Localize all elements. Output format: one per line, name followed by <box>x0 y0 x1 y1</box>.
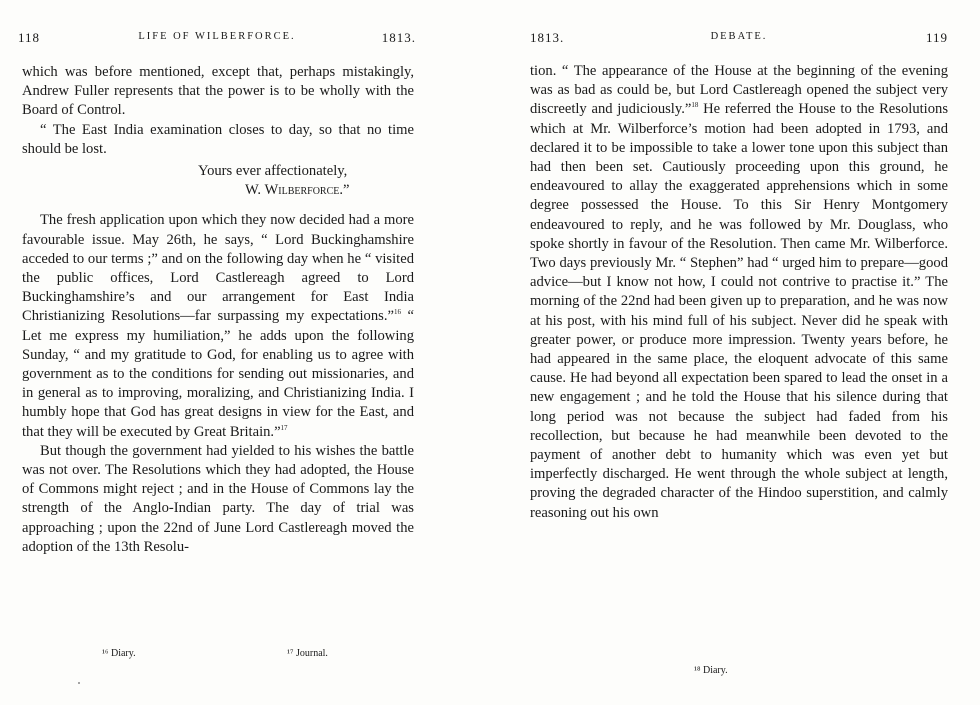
footnote: ¹⁸ Diary. <box>694 665 728 676</box>
paragraph-text: The fresh application upon which they now decided had a more favourable issue. May 26th, he says, “ Lord Buckinghamshire acceded to our terms ;” and on the following day when he “ visited the public offices, Lord Castlereagh agreed to Lord Buckinghamshire’s and our arrangement for East India Christianizing Resolutions—far surpassing my expectations.” <box>22 212 414 325</box>
left-page-body <box>22 63 414 557</box>
header-year: 1813. <box>381 30 416 45</box>
left-page-header <box>18 30 416 50</box>
paragraph-text: “ Let me express my humiliation,” he adds upon the following Sunday, “ and my gratitude to God, for enabling us to agree with government as to the conditions for sending out missionaries, and in general as to improving, moralizing, and Christianizing India. I humbly hope that God has great designs in view for the East, and that they will be executed by Great Britain.” <box>22 308 414 440</box>
paragraph-text: tion. “ The appearance of the House at the beginning of the evening was as bad as could be, but Lord Castlereagh opened the subject very discreetly and judiciously.” <box>530 63 948 118</box>
paragraph-text: He referred the House to the Resolutions which at Mr. Wilberforce’s motion had been adopted in 1793, and declared it to be impossible to take a lower tone upon this subject than had then been set. Cautiously proceeding upon this ground, he endeavoured to allay the exaggerated apprehensions which in some degree possessed the House. To this Sir Henry Montgomery endeavoured to reply, and he was followed by Mr. Douglass, who spoke shortly in favour of the Resolution. Then came Mr. Wilberforce. Two days previously Mr. “ Stephen” had “ urged him to prepare—good advice—but I know not how, I could not contrive to practise it.” The morning of the 22nd had been given up to preparation, and he was now at his post, with his mind full of his subject. Never did he speak with greater power, or produce more impression. Twenty years before, he had appeared in the same place, the eloquent advocate of this same cause. He had beyond all expectation been spared to lead the onset in a new engagement ; and he told the House that his silence during that long period was not because the subject had faded from his recollection, but because he had meanwhile been devoted to the payment of another debt to humanity which was even yet but imperfectly discharged. He went through the whole subject at length, proving the degraded character of the Hindoo superstition, and calmly reasoning out his own <box>530 101 948 521</box>
right-footnotes <box>694 665 728 676</box>
header-year: 1813. <box>530 30 565 45</box>
page-number: 119 <box>925 30 948 45</box>
running-title: DEBATE. <box>710 31 768 42</box>
footnote-ref: 18 <box>691 101 699 110</box>
paragraph: But though the government had yielded to his wishes the battle was not over. The Resolutions which they had adopted, the House of Commons might reject ; and in the House of Commons lay the strength of the Anglo-Indian party. The day of trial was approaching ; upon the 22nd of June Lord Castlereagh moved the adoption of the 13th Resolu- <box>22 442 414 555</box>
paragraph <box>22 211 414 441</box>
paragraph <box>530 62 948 523</box>
footnote: ¹⁷ Journal. <box>287 648 328 659</box>
print-speck <box>78 682 80 684</box>
right-page <box>490 0 980 705</box>
footnote: ¹⁶ Diary. <box>102 648 136 659</box>
right-page-header <box>530 30 948 50</box>
footnote-ref: 17 <box>280 423 288 432</box>
paragraph: “ The East India examination closes to day, so that no time should be lost. <box>22 121 414 157</box>
paragraph: which was before mentioned, except that, perhaps mistakingly, Andrew Fuller represents that the power is to be wholly with the Board of Control. <box>22 64 414 119</box>
signature-initial: W. W <box>245 182 279 199</box>
letter-signature <box>22 181 414 200</box>
page-number: 118 <box>18 30 41 45</box>
running-title: LIFE OF WILBERFORCE. <box>138 31 296 42</box>
letter-closing: Yours ever affectionately, <box>198 163 348 180</box>
signature-surname: ilberforce.” <box>278 182 350 199</box>
footnote-ref: 16 <box>393 308 401 317</box>
right-page-body <box>530 62 948 523</box>
left-footnotes <box>102 648 328 659</box>
